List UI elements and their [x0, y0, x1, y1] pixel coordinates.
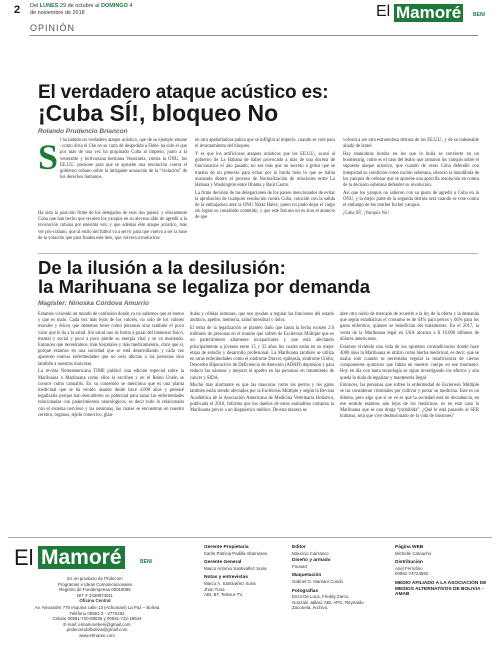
- article2-title-line1: De la ilusión a la desilusión:: [38, 257, 286, 278]
- newspaper-logo: [376, 2, 496, 24]
- article1-paragraph: volverá a ser otra estruendosa derrota de los EE.UU., y de su indeseable aliado de Israel.: [343, 138, 479, 150]
- staff-label: Notas y entrevistas: [204, 575, 248, 581]
- footer-line: pridecomdolbolivia@gmail.com: [66, 627, 128, 633]
- staff-label: Gerente General: [204, 560, 242, 566]
- logo-el: El: [376, 3, 391, 20]
- article2-col2: [190, 312, 334, 416]
- footer-staff-col1: [204, 545, 286, 598]
- staff-value: Fnunart: [292, 563, 308, 569]
- section-label: OPINIÓN: [30, 23, 76, 33]
- staff-label: Gerente Propietaria: [204, 545, 249, 550]
- article1-paragraph: Así que los yanquis no salieron con su gusto de agredir a Cuba en la ONU, y la mejor parte de la segunda derrota será cuando se vote contra el embargo de los mother fucker yanquis.: [343, 190, 479, 209]
- article1-col1-bottom: [38, 211, 187, 244]
- staff-value: Gabriel O. Mamani Condo: [292, 578, 344, 584]
- footer-logo-el: El: [14, 545, 34, 570]
- logo-mamore: Mamoré: [396, 3, 462, 22]
- article2-title-line2: la Marihuana se legaliza por demanda: [38, 276, 371, 297]
- footer-office-info: [8, 605, 186, 639]
- affiliation-note: MEDIO AFILIADO A LA ASOCIACIÓN DE MEDIOS ALTERNATIVOS DE BOLIVIA - AMAB: [395, 580, 487, 598]
- staff-label: Maquetación: [292, 573, 322, 579]
- footer-product-info: [40, 576, 150, 604]
- article2-paragraph: El tema de la legalización se planteó dado que hasta la fecha existen 2.6 millones de personas en el mundo que sufren de Esclerosis Múltiple que es un padecimiento altamente incapacitante y que está afectando principalmente a jóvenes entre 15 y 35 años los cuales están en su mejor etapa de estudio y desarrollo profesional. La Marihuana también se utiliza en otras enfermedades como el síndrome Dravet, epilepsia, síndrome Crohn, Desorden Hiperactivo de Deficiencia de Atención (ADHD) depresión y para reducir las náuseas y mejorar el apetito en las personas en tratamiento de cáncer y SIDA.: [190, 325, 334, 381]
- article2-paragraph: Estamos viviendo una vida de los opuestos contradictorios donde hace 4000 años la Marihuana se utilizo como hierba medicinal, es decir, que se usaba solo cuando se necesitaba regular la insuficiencia de ciertos componentes químicos que faltan en nuestro cuerpo en ese momento. Hoy en día con tanta tecnología se sigue investigando los efectos y aún queda la duda de legalizar y mantenerla ilegal.: [340, 344, 479, 381]
- footer-staff-col2: [292, 545, 387, 611]
- article1-paragraph: i ha habido un verdadero ataque acústico, que de su ejemplo emane –como diría el Che en su carta de despedida a Fidel- ha sido el que por más de una vez ha propinado Cuba al imperio, junto a la venerable y bolivariana hermana Venezuela, contra la ONU, los EE.UU. presione para que se apruebe una resolución contra el gobierno cubano sobre la intrigante acusación de la “violación” de los derechos humanos.: [60, 138, 187, 181]
- footer-divider: [8, 537, 492, 538]
- footer-logo: [14, 545, 194, 571]
- article1-paragraph: Ha sido la posición firme de los delegados de esos dos países; y obviamente Cuba que han hecho que reculen los yanquis en su aleveso afán de agredir a la revolución cubana por enésima vez; y que además éste ataque acústico, mas ver pro-cubano, que al estilo del fútbol va a servir para que vuelva a ser la base de la votación que para finales este mes, que volverá a traducirse: [38, 211, 187, 241]
- dropcap: S: [38, 137, 59, 177]
- article1-byline: Rolando Prudencio Briancon: [38, 128, 128, 135]
- footer-line: E-mail: elmamorebeni@gmail.com: [63, 621, 131, 627]
- footer-office-label: Oficina Central: [79, 598, 111, 604]
- article1-paragraph: Y es que los artificiosos ataques acústicos que los EE.UU., acusó al gobierno de La Habana de haber provocado a más de una docena de funcionarios el año pasado; no era más que un secreto a gritos que se trataba de un pretexto para echar por la borda todo lo que se había avanzado dentro el proceso de Normalización de relaciones entre La Habana y Washington entre Obama y Raúl Castro.: [195, 151, 335, 188]
- footer-line: Av. Alexander 776 esquina calle 13 (Achumani) La Paz – Bolivia: [34, 605, 160, 610]
- article2-paragraph: La revista Norteamericana TIME publicó una edición especial sobre la Marihuana o Marihuana como ellos la escriben y en el Reino Unido se conoce como cannabis. En su contenido se menciona que es una planta medicinal que se ha venido usando desde hace 4.000 años y pensaré legalizarla porque han descubierto su potencial para sanar las enfermedades relacionadas con padecimientos neurológicos, es decir todo lo relacionado con el sistema nervioso y las neuronas, las cuales se encuentran en nuestro cerebro, órganos, tejido conectivo, glán-: [38, 369, 184, 418]
- staff-value: Marco Antonio Santivañez Soria: [204, 565, 267, 571]
- staff-value: Karlin Patricia Padilla Altamirano: [204, 550, 268, 556]
- footer-line: Es un producto de Pridecom: [67, 576, 123, 581]
- page-number: 2: [14, 4, 21, 16]
- staff-value: Mauricio Cairrasco: [292, 550, 329, 556]
- article2-paragraph: Estamos viviendo un mundo de confusión donde ya no sabemos que es bueno y que es malo. Cada vez más lejos de los valores, no solo de los valores morales y éticos que debemos tener como personas sino también el poco valor que le da a la salud. Sin salud uno se limita a gozar del bienestar físico, mental y social y poco a poco pierde su energía vital y se va muriendo. Entonces que necesitamos, más hospitales y más medicamentos, claro que sí, porque estamos en una sociedad que se está desarrollando y cada vez aparecen nuevas enfermedades que no solo afectan a las personas sino también a nuestras mascotas.: [38, 312, 184, 367]
- logo-beni: BENI: [473, 12, 485, 18]
- article2-col1: [38, 312, 184, 420]
- article2-byline: Magíster: Ninoska Córdova Amurrio: [38, 300, 150, 307]
- staff-value: Ariel Ferrufino 00591-74724582: [395, 565, 429, 577]
- article1-paragraph: La firme decisión de las delegaciones de los países mencionados de evitar la aprobación de cualquier resolución contra Cuba, coincide con la salida de la embajadora ante la ONU Nikki Haley, quien no pudo dejar el cargo sin lograr su consabido cometido, y que este fracaso no es sino el anuncio de que: [195, 190, 335, 221]
- staff-value: Enzo De Luca, Freddy Zarco, Gonzalo Jallasi, ABI, APG, Reynaldo Zaconeta, Archivo.: [292, 594, 364, 611]
- article1-title-line1: El verdadero ataque acústico es:: [38, 82, 329, 103]
- footer-line: www.elmaore.com: [79, 632, 115, 638]
- article1-paragraph: en otra apabulladora paliza que se infligirá al imperio, cuando se vote para el levantamiento del bloqueo.: [195, 138, 335, 150]
- article2-paragraph: Mucho más alarmante es que las mascotas como los perros y los gatos también están siendo afectados por la Esclerosis Múltiple y según la Revista Académica de la Asociación Americana de Medicina Veterinaria Holística, publicada el 2016, Informa que los dueños de estos animalitos compran la Marihuana previo a un diagnóstico médico. De esta manera se: [190, 383, 334, 414]
- issue-date: [30, 3, 140, 17]
- footer-line: Teléfono 00591-2 - 2770283: [69, 610, 125, 616]
- footer-logo-beni: BENI: [140, 559, 152, 565]
- staff-label: Diseño y armado: [292, 558, 331, 564]
- header-divider: [30, 35, 478, 36]
- staff-label: Editor: [292, 545, 306, 550]
- staff-label: Distribución: [395, 560, 423, 566]
- article1-col1-top: [60, 138, 187, 183]
- footer-logo-mamore: Mamoré: [38, 546, 125, 569]
- footer-line: Programas e Ideas Comunicacionales: [57, 581, 133, 587]
- date-prefix: Del: [30, 3, 39, 9]
- footer-staff-col3: [395, 545, 493, 598]
- date-day2: DOMINGO: [100, 3, 128, 9]
- article1-title-line2: ¡Cuba SÍ!, bloqueo No: [38, 100, 279, 126]
- footer-line: Celular 00591-720-09035 y 00591-722-18644: [52, 616, 142, 622]
- article1-paragraph: ¡Cuba SÍ!, ¡Yanquis No!: [343, 210, 389, 216]
- article2-paragraph: Entonces, las personas que sufren la enfermedad de Esclerosis Múltiple se las consideran criminales por cultivar y portar su medicina. Este es un dilema, pero algo que si se ve es que la sociedad está en decadencia, en ese sentido estamos aún lejos de los medicinas. es en este caso la Marihuana que es una droga “prohibida”. ¿Qué le está pasando al SER humano, será que vive deshusionado de la vida de ilusiones?: [340, 383, 479, 420]
- article1-col3: [343, 138, 479, 218]
- article2-paragraph: dulas y células inmunes, que nos ayudan a regular las funciones del estado anímico, apetito, memoria, salud intestinal y dolor.: [190, 312, 334, 324]
- date-mid: 29 de octubre al: [59, 3, 100, 9]
- article1-col2: [195, 138, 335, 223]
- date-end: 4: [129, 3, 133, 9]
- staff-value: Marco A. Santivañez Soria Jhon Tuna ABI, BT, Telesur-TV.: [204, 580, 256, 598]
- article-divider: [38, 253, 478, 254]
- date-day1: LUNES: [39, 3, 59, 9]
- staff-label: Página WEB: [395, 545, 424, 550]
- footer-line: NIT # 3430874011: [77, 592, 113, 598]
- footer-line: Registro de Fundempresa 00018085: [59, 587, 131, 593]
- article2-col3: [340, 312, 479, 422]
- staff-label: Fotografías: [292, 588, 319, 594]
- article2-paragraph: abre otro nicho de mercado de acuerdo a la ley de la oferta y la demanda que según estadísticas el consumo es de 64% para perros y 66% para los gatos enfermos, quienes se benefician del tratamiento. En el 2017, la venta de la Marihuana legal en USA alcanzo a $ 10.000 billones de dólares americanos.: [340, 312, 479, 342]
- article1-paragraph: Hay maniobras burdas en los que la bulla se convierte en un boomerang, como es el caso del teatro que armaron los yanquis sobre el supuesto ataque acústico, que cuando de veras Cuba defendió con integridad su condición como nación soberana, silenció la mandíbula de los yanquis de ordenar que se apruebe una apócrifa resolución en contra de la decisión soberana defender su revolución.: [343, 151, 479, 188]
- date-line2: de noviembre de 2018: [30, 10, 85, 16]
- staff-value: Michelle Camacho: [395, 550, 432, 556]
